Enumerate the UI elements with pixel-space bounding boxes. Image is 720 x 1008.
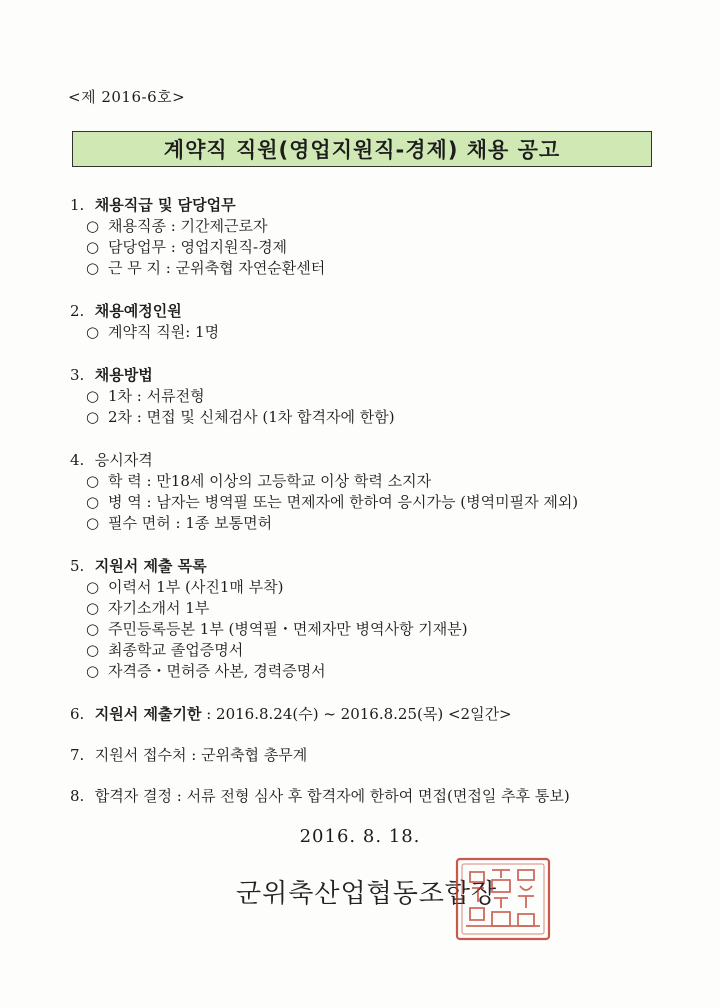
list-item: [86, 577, 690, 598]
notice-body: [70, 195, 690, 829]
section-qualifications: [70, 450, 690, 534]
section-heading: [70, 450, 690, 471]
section-decision: [70, 786, 690, 807]
section-deadline: [70, 704, 690, 725]
circle-bullet-icon: ○: [86, 662, 100, 680]
item-text: 자격증・면허증 사본, 경력증명서: [108, 662, 326, 680]
section-number: 7.: [70, 746, 85, 764]
circle-bullet-icon: ○: [86, 323, 100, 341]
circle-bullet-icon: ○: [86, 578, 100, 596]
list-item: [86, 322, 690, 343]
item-text: 자기소개서 1부: [108, 599, 210, 617]
item-text: 학 력 : 만18세 이상의 고등학교 이상 학력 소지자: [108, 472, 432, 490]
item-text: 담당업무 : 영업지원직-경제: [108, 238, 288, 256]
circle-bullet-icon: ○: [86, 599, 100, 617]
section-heading: [70, 195, 690, 216]
list-item: [86, 237, 690, 258]
issue-date: 2016. 8. 18.: [299, 826, 421, 847]
item-text: 주민등록등본 1부 (병역필・면제자만 병역사항 기재분): [108, 620, 468, 638]
section-number: 3.: [70, 366, 85, 384]
list-item: [86, 598, 690, 619]
notice-title: 계약직 직원(영업지원직-경제) 채용 공고: [72, 131, 652, 167]
section-heading: [70, 556, 690, 577]
item-text: 채용직종 : 기간제근로자: [108, 217, 268, 235]
section-label: 채용방법: [94, 366, 153, 384]
section-label: 지원서 접수처: [94, 746, 187, 764]
section-position-duties: [70, 195, 690, 279]
section-heading: [70, 365, 690, 386]
section-heading: [70, 704, 690, 725]
section-number: 2.: [70, 302, 85, 320]
section-headcount: [70, 301, 690, 343]
section-number: 4.: [70, 451, 85, 469]
circle-bullet-icon: ○: [86, 259, 100, 277]
section-number: 5.: [70, 557, 85, 575]
item-text: 필수 면허 : 1종 보통면허: [108, 514, 273, 532]
section-submission-office: [70, 745, 690, 766]
list-item: [86, 216, 690, 237]
list-item: [86, 661, 690, 682]
item-text: 근 무 지 : 군위축협 자연순환센터: [108, 259, 326, 277]
organization-name: 군위축산업협동조합장: [236, 879, 498, 909]
item-text: 1차 : 서류전형: [108, 387, 205, 405]
section-label: 지원서 제출 목록: [94, 557, 207, 575]
section-heading: [70, 745, 690, 766]
circle-bullet-icon: ○: [86, 472, 100, 490]
list-item: [86, 513, 690, 534]
section-number: 1.: [70, 196, 85, 214]
section-heading: [70, 786, 690, 807]
circle-bullet-icon: ○: [86, 238, 100, 256]
section-text: : 서류 전형 심사 후 합격자에 한하여 면접(면접일 추후 통보): [172, 787, 570, 805]
section-required-documents: [70, 556, 690, 682]
circle-bullet-icon: ○: [86, 493, 100, 511]
circle-bullet-icon: ○: [86, 514, 100, 532]
circle-bullet-icon: ○: [86, 620, 100, 638]
list-item: [86, 471, 690, 492]
section-label: 응시자격: [94, 451, 153, 469]
section-label: 지원서 제출기한: [94, 705, 202, 723]
item-text: 병 역 : 남자는 병역필 또는 면제자에 한하여 응시가능 (병역미필자 제외): [108, 493, 579, 511]
list-item: [86, 492, 690, 513]
section-label: 채용직급 및 담당업무: [94, 196, 236, 214]
section-label: 합격자 결정: [94, 787, 172, 805]
list-item: [86, 386, 690, 407]
list-item: [86, 258, 690, 279]
circle-bullet-icon: ○: [86, 387, 100, 405]
section-number: 8.: [70, 787, 85, 805]
item-text: 계약직 직원: 1명: [108, 323, 220, 341]
section-number: 6.: [70, 705, 85, 723]
section-selection-method: [70, 365, 690, 428]
item-text: 2차 : 면접 및 신체검사 (1차 합격자에 한함): [108, 408, 395, 426]
item-text: 최종학교 졸업증명서: [108, 641, 244, 659]
section-label: 채용예정인원: [94, 302, 182, 320]
official-seal-icon: [454, 856, 552, 942]
list-item: [86, 640, 690, 661]
section-text: : 군위축협 총무계: [186, 746, 308, 764]
list-item: [86, 619, 690, 640]
item-text: 이력서 1부 (사진1매 부착): [108, 578, 284, 596]
document-number: <제 2016-6호>: [68, 88, 186, 106]
section-heading: [70, 301, 690, 322]
circle-bullet-icon: ○: [86, 641, 100, 659]
section-text: : 2016.8.24(수) ~ 2016.8.25(목) <2일간>: [201, 705, 512, 723]
list-item: [86, 407, 690, 428]
circle-bullet-icon: ○: [86, 217, 100, 235]
circle-bullet-icon: ○: [86, 408, 100, 426]
